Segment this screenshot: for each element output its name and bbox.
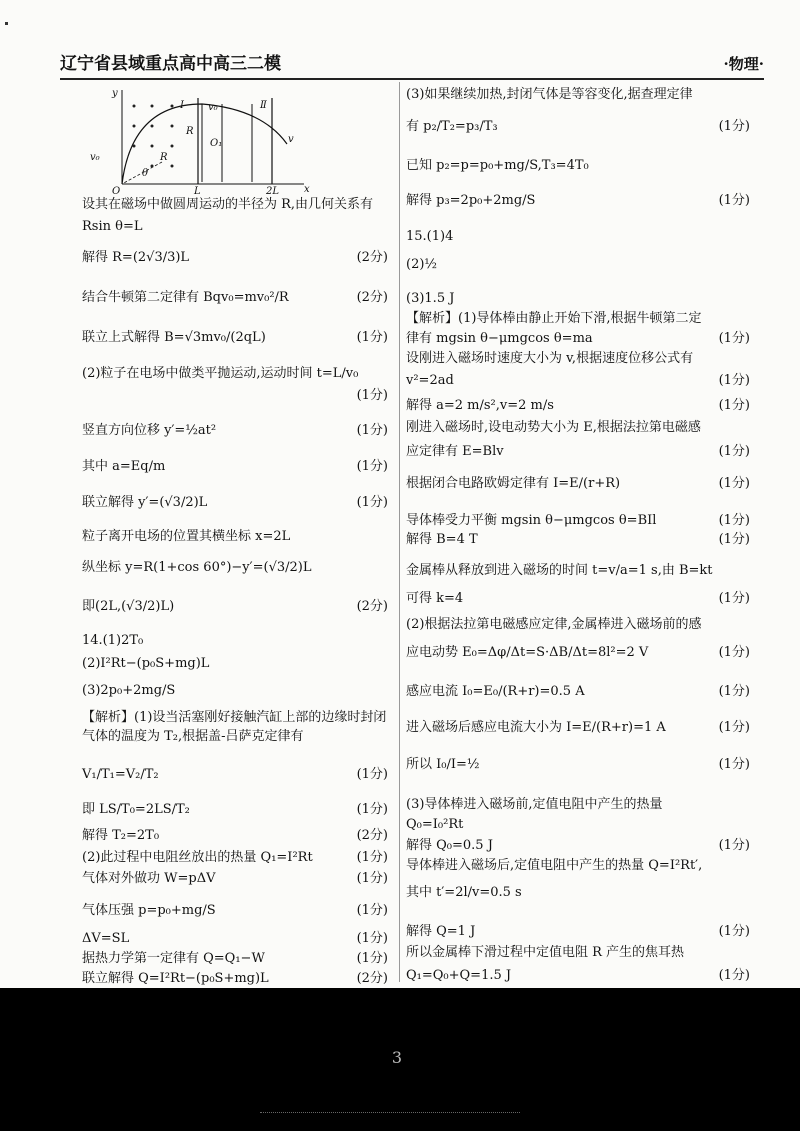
score-label: (1分) [718, 757, 750, 772]
right-text-line [406, 476, 750, 492]
left-text-line [82, 599, 388, 615]
line-text: 设其在磁场中做圆周运动的半径为 R,由几何关系有 [82, 197, 374, 212]
score-label: (1分) [718, 684, 750, 699]
right-text-line [406, 444, 750, 460]
line-text: 可得 k=4 [406, 591, 464, 606]
origin-label: O [112, 186, 121, 194]
line-text: 感应电流 I₀=E₀/(R+r)=0.5 A [406, 684, 585, 699]
left-text-line [82, 495, 388, 511]
line-text: 气体的温度为 T₂,根据盖-吕萨克定律有 [82, 729, 304, 744]
line-text: 导体棒进入磁场后,定值电阻中产生的热量 Q=I²Rt′, [406, 858, 703, 873]
line-text: 联立解得 Q=I²Rt−(p₀S+mg)L [82, 971, 269, 986]
left-text-line [82, 250, 388, 266]
right-text-line [406, 563, 750, 579]
scan-mark [5, 22, 8, 25]
right-text-line [406, 351, 750, 367]
score-label: (2分) [356, 250, 388, 265]
line-text: 解得 B=4 T [406, 532, 478, 547]
left-text-line [82, 931, 388, 947]
right-text-line [406, 257, 750, 273]
right-text-line [406, 838, 750, 854]
axis-x-label: x [304, 184, 310, 194]
left-text-line [82, 683, 388, 699]
line-text: 解得 R=(2√3/3)L [82, 250, 190, 265]
right-text-line [406, 331, 750, 347]
right-text-line [406, 373, 750, 389]
line-text: 粒子离开电场的位置其横坐标 x=2L [82, 529, 291, 544]
right-text-line [406, 684, 750, 700]
radius-label-top: R [186, 126, 194, 137]
right-text-line [406, 591, 750, 607]
line-text: 即 LS/T₀=2LS/T₂ [82, 802, 190, 817]
score-label: (1分) [356, 903, 388, 918]
v0-top-label: v₀ [208, 102, 218, 113]
score-label: (1分) [718, 968, 750, 983]
line-text: 已知 p₂=p=p₀+mg/S,T₃=4T₀ [406, 158, 589, 173]
right-text-line [406, 645, 750, 661]
score-label: (1分) [718, 476, 750, 491]
tick-2L-label: 2L [266, 186, 280, 194]
line-text: 其中 t′=2l/v=0.5 s [406, 885, 522, 900]
score-label: (1分) [718, 838, 750, 853]
line-text: (3)2p₀+2mg/S [82, 683, 176, 698]
line-text: 气体压强 p=p₀+mg/S [82, 903, 216, 918]
score-label: (1分) [356, 951, 388, 966]
score-label: (1分) [356, 802, 388, 817]
left-text-line [82, 197, 388, 213]
right-text-line [406, 797, 750, 813]
left-text-line [82, 330, 388, 346]
right-text-line [406, 945, 750, 961]
line-text: 解得 T₂=2T₀ [82, 828, 160, 843]
subject-label: ·物理· [723, 55, 764, 73]
right-text-line [406, 311, 750, 327]
line-text: 所以金属棒下滑过程中定值电阻 R 产生的焦耳热 [406, 945, 685, 960]
line-text: 律有 mgsin θ−μmgcos θ=ma [406, 331, 593, 346]
line-text: 结合牛顿第二定律有 Bqv₀=mv₀²/R [82, 290, 289, 305]
line-text: 14.(1)2T₀ [82, 633, 144, 648]
score-label: (1分) [718, 119, 750, 134]
left-text-line [82, 633, 388, 649]
line-text: 应定律有 E=Blv [406, 444, 504, 459]
score-label: (1分) [718, 331, 750, 346]
line-text: 即(2L,(√3/2)L) [82, 599, 175, 614]
score-label: (2分) [356, 599, 388, 614]
left-text-line [82, 423, 388, 439]
line-text: ΔV=SL [82, 931, 130, 946]
score-label: (1分) [718, 532, 750, 547]
line-text: 有 p₂/T₂=p₃/T₃ [406, 119, 498, 134]
v0-left-label: v₀ [90, 152, 100, 163]
line-text: 竖直方向位移 y′=½at² [82, 423, 217, 438]
left-text-line [82, 366, 388, 382]
right-text-line [406, 513, 750, 529]
line-text: (2)I²Rt−(p₀S+mg)L [82, 656, 210, 671]
line-text: (3)1.5 J [406, 291, 455, 306]
radius-label-bottom: R [160, 152, 168, 163]
score-label: (1分) [718, 398, 750, 413]
score-label: (1分) [356, 330, 388, 345]
left-text-line [82, 850, 388, 866]
right-text-line [406, 291, 750, 307]
score-label: (1分) [718, 444, 750, 459]
line-text: 解得 Q₀=0.5 J [406, 838, 493, 853]
line-text: 根据闭合电路欧姆定律有 I=E/(r+R) [406, 476, 621, 491]
line-text: (2)此过程中电阻丝放出的热量 Q₁=I²Rt [82, 850, 313, 865]
theta-label: θ [142, 168, 149, 179]
score-label: (1分) [356, 931, 388, 946]
score-label: (1分) [356, 495, 388, 510]
line-text: Q₁=Q₀+Q=1.5 J [406, 968, 512, 983]
line-text: 【解析】(1)设当活塞刚好接触汽缸上部的边缘时封闭 [82, 710, 387, 725]
score-label: (2分) [356, 828, 388, 843]
line-text: V₁/T₁=V₂/T₂ [82, 767, 159, 782]
right-text-line [406, 193, 750, 209]
line-text: (2)½ [406, 257, 438, 272]
line-text: Q₀=I₀²Rt [406, 817, 464, 832]
right-text-line [406, 858, 750, 874]
line-text: 刚进入磁场时,设电动势大小为 E,根据法拉第电磁感 [406, 420, 701, 435]
line-text: 15.(1)4 [406, 229, 454, 244]
line-text: 其中 a=Eq/m [82, 459, 166, 474]
score-label: (1分) [718, 373, 750, 388]
velocity-label: v [288, 134, 294, 145]
right-text-line [406, 158, 750, 174]
left-text-line [82, 219, 388, 235]
right-text-line [406, 229, 750, 245]
score-label: (1分) [356, 850, 388, 865]
line-text: v²=2ad [406, 373, 454, 388]
score-label: (1分) [356, 767, 388, 782]
line-text: (3)如果继续加热,封闭气体是等容变化,据查理定律 [406, 87, 693, 102]
footer-dots [260, 1112, 520, 1115]
left-text-line [82, 971, 388, 987]
left-text-line [82, 871, 388, 887]
right-text-line [406, 720, 750, 736]
line-text: 解得 a=2 m/s²,v=2 m/s [406, 398, 554, 413]
line-text: 据热力学第一定律有 Q=Q₁−W [82, 951, 265, 966]
center-o1-label: O₁ [210, 138, 223, 149]
tick-L-label: L [194, 186, 201, 194]
right-text-line [406, 968, 750, 984]
line-text: 所以 I₀/I=½ [406, 757, 480, 772]
score-label: (1分) [356, 871, 388, 886]
score-label: (2分) [356, 290, 388, 305]
line-text: (3)导体棒进入磁场前,定值电阻中产生的热量 [406, 797, 663, 812]
score-label: (1分) [718, 513, 750, 528]
line-text: Rsin θ=L [82, 219, 143, 234]
line-text: 解得 Q=1 J [406, 924, 476, 939]
line-text: (2)粒子在电场中做类平抛运动,运动时间 t=L/v₀ [82, 366, 359, 381]
left-text-line [82, 903, 388, 919]
right-text-line [406, 532, 750, 548]
score-label: (1分) [718, 645, 750, 660]
score-label: (1分) [718, 924, 750, 939]
left-text-line [82, 290, 388, 306]
line-text: (2)根据法拉第电磁感应定律,金属棒进入磁场前的感 [406, 617, 702, 632]
line-text: 导体棒受力平衡 mgsin θ−μmgcos θ=BIl [406, 513, 657, 528]
exam-title: 辽宁省县域重点高中高三二模 [60, 54, 281, 74]
magnetic-field-diagram [82, 84, 312, 194]
right-text-line [406, 885, 750, 901]
score-label: (1分) [356, 388, 388, 403]
left-text-line [82, 767, 388, 783]
score-label: (1分) [356, 423, 388, 438]
left-text-line [82, 951, 388, 967]
line-text: 联立上式解得 B=√3mv₀/(2qL) [82, 330, 266, 345]
left-text-line [82, 802, 388, 818]
left-text-line [82, 710, 388, 726]
left-text-line [82, 459, 388, 475]
left-text-line [82, 828, 388, 844]
right-text-line [406, 617, 750, 633]
right-text-line [406, 924, 750, 940]
axis-y-label: y [112, 88, 118, 99]
right-text-line [406, 398, 750, 414]
column-divider [399, 82, 400, 982]
right-text-line [406, 119, 750, 135]
line-text: 进入磁场后感应电流大小为 I=E/(R+r)=1 A [406, 720, 666, 735]
score-label: (1分) [718, 720, 750, 735]
right-text-line [406, 87, 750, 103]
line-text: 联立解得 y′=(√3/2)L [82, 495, 208, 510]
left-text-line [82, 656, 388, 672]
score-label: (1分) [718, 591, 750, 606]
score-label: (2分) [356, 971, 388, 986]
score-label: (1分) [718, 193, 750, 208]
line-text: 解得 p₃=2p₀+2mg/S [406, 193, 536, 208]
left-text-line [82, 729, 388, 745]
line-text: 应电动势 E₀=Δφ/Δt=S·ΔB/Δt=8l²=2 V [406, 645, 649, 660]
region-1-label: Ⅰ [180, 100, 184, 111]
line-text: 纵坐标 y=R(1+cos 60°)−y′=(√3/2)L [82, 560, 312, 575]
right-text-line [406, 420, 750, 436]
page-header [60, 52, 764, 80]
line-text: 设刚进入磁场时速度大小为 v,根据速度位移公式有 [406, 351, 694, 366]
region-2-label: Ⅱ [260, 100, 267, 111]
left-text-line [82, 560, 388, 576]
line-text: 【解析】(1)导体棒由静止开始下滑,根据牛顿第二定 [406, 311, 702, 326]
score-label: (1分) [356, 459, 388, 474]
left-text-line [82, 529, 388, 545]
right-text-line [406, 757, 750, 773]
line-text: 气体对外做功 W=pΔV [82, 871, 216, 886]
line-text: 金属棒从释放到进入磁场的时间 t=v/a=1 s,由 B=kt [406, 563, 713, 578]
page-number: 3 [391, 1048, 409, 1067]
right-text-line [406, 817, 750, 833]
